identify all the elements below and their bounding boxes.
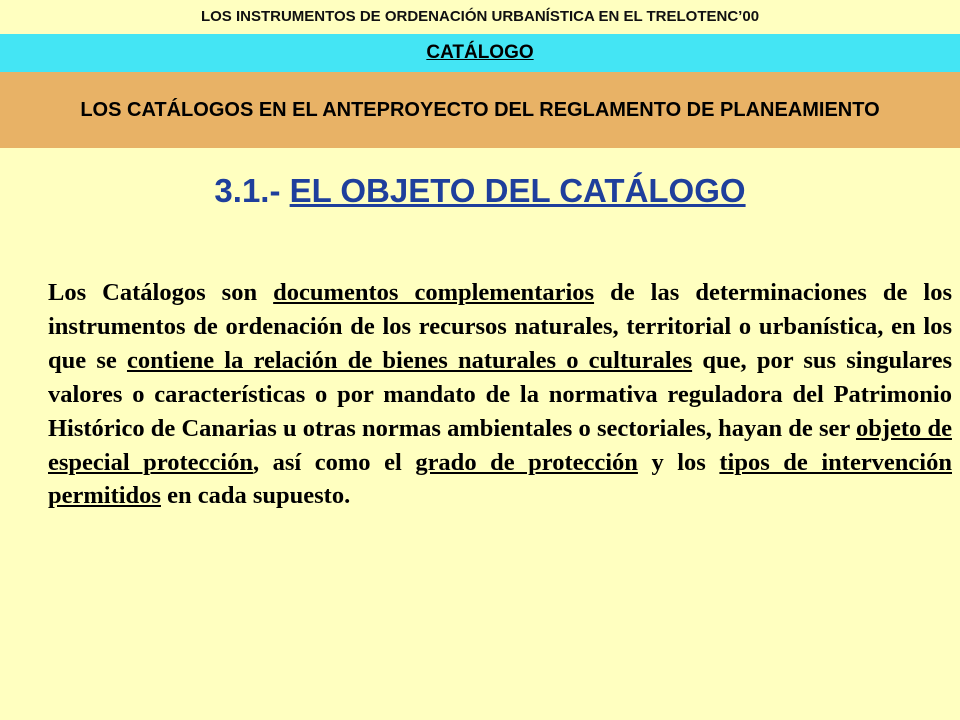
emphasis-text: documentos complementarios xyxy=(273,279,595,306)
emphasis-text: contiene la relación de bienes naturales o culturales xyxy=(126,346,693,374)
paragraph-text: que, por sus singulares valores o características o por mandato de la normativa reguladora del Patrimonio Histórico de Canarias u otras normas ambientales o sectoriales, hayan de ser xyxy=(48,346,952,442)
paragraph-text: en cada supuesto. xyxy=(160,482,351,510)
section-banner xyxy=(0,34,960,72)
paragraph-text: de las determinaciones de los instrumentos de ordenación de los recursos naturales, territorial o urbanística, en los que se xyxy=(48,279,952,374)
emphasis-text: grado de protección xyxy=(415,448,638,476)
subtitle-text: LOS CATÁLOGOS EN EL ANTEPROYECTO DEL REGLAMENTO DE PLANEAMIENTO xyxy=(80,98,880,121)
body-paragraph xyxy=(48,276,952,513)
emphasis-text: objeto de especial protección xyxy=(48,414,952,476)
heading-text: EL OBJETO DEL CATÁLOGO xyxy=(289,172,746,209)
paragraph-text: Los Catálogos son xyxy=(48,279,274,306)
paragraph-text: , así como el xyxy=(252,448,416,476)
slide-heading xyxy=(0,172,960,210)
heading-number: 3.1.- xyxy=(214,172,290,209)
paragraph-text: y los xyxy=(637,448,720,476)
emphasis-text: tipos de intervención permitidos xyxy=(48,448,952,510)
subtitle-banner xyxy=(0,72,960,148)
presentation-title: LOS INSTRUMENTOS DE ORDENACIÓN URBANÍSTICA EN EL TRELOTENC’00 xyxy=(0,0,960,34)
section-label: CATÁLOGO xyxy=(426,42,534,63)
